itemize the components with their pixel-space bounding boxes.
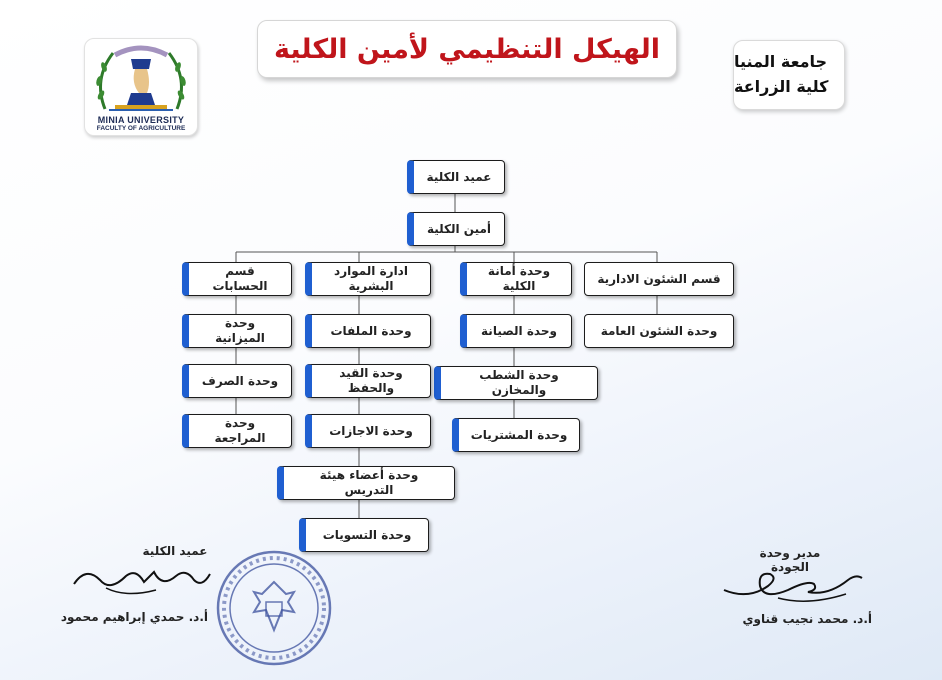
org-box-maintenance: وحدة الصيانة [460,314,572,348]
org-box-human-resources: ادارة الموارد البشرية [305,262,431,296]
org-box-write-off-stores: وحدة الشطب والمخازن [434,366,598,400]
quality-manager-name: أ.د. محمد نجيب قناوي [742,612,872,626]
dean-signature-title: عميد الكلية [142,544,208,558]
faculty-name: كلية الزراعة [734,77,829,96]
org-box-general-affairs: وحدة الشئون العامة [584,314,734,348]
page-title: الهيكل التنظيمي لأمين الكلية [257,20,677,78]
university-name: جامعة المنيا [734,52,828,72]
org-box-administrative-affairs: قسم الشئون الادارية [584,262,734,296]
org-box-purchases: وحدة المشتريات [452,418,580,452]
logo-text-faculty: FACULTY OF AGRICULTURE [96,125,186,132]
dean-name: أ.د. حمدي إبراهيم محمود [60,610,208,624]
org-box-college-secretariat: وحدة أمانة الكلية [460,262,572,296]
org-box-college-secretary: أمين الكلية [407,212,505,246]
org-box-settlements: وحدة التسويات [299,518,429,552]
org-box-files: وحدة الملفات [305,314,431,348]
org-box-accounts: قسم الحسابات [182,262,292,296]
logo-text-university: MINIA UNIVERSITY [97,115,185,125]
org-box-budget: وحدة الميزانية [182,314,292,348]
official-stamp-icon [214,548,334,668]
org-box-teaching-staff: وحدة أعضاء هيئة التدريس [277,466,455,500]
org-box-leaves: وحدة الاجازات [305,414,431,448]
org-box-registration-archive: وحدة القيد والحفظ [305,364,431,398]
org-box-disbursement: وحدة الصرف [182,364,292,398]
org-box-auditing: وحدة المراجعة [182,414,292,448]
quality-signature-title: مدير وحدة الجودة [759,546,821,574]
quality-signature-icon [718,560,868,610]
dean-signature-icon [66,558,216,604]
org-box-dean: عميد الكلية [407,160,505,194]
